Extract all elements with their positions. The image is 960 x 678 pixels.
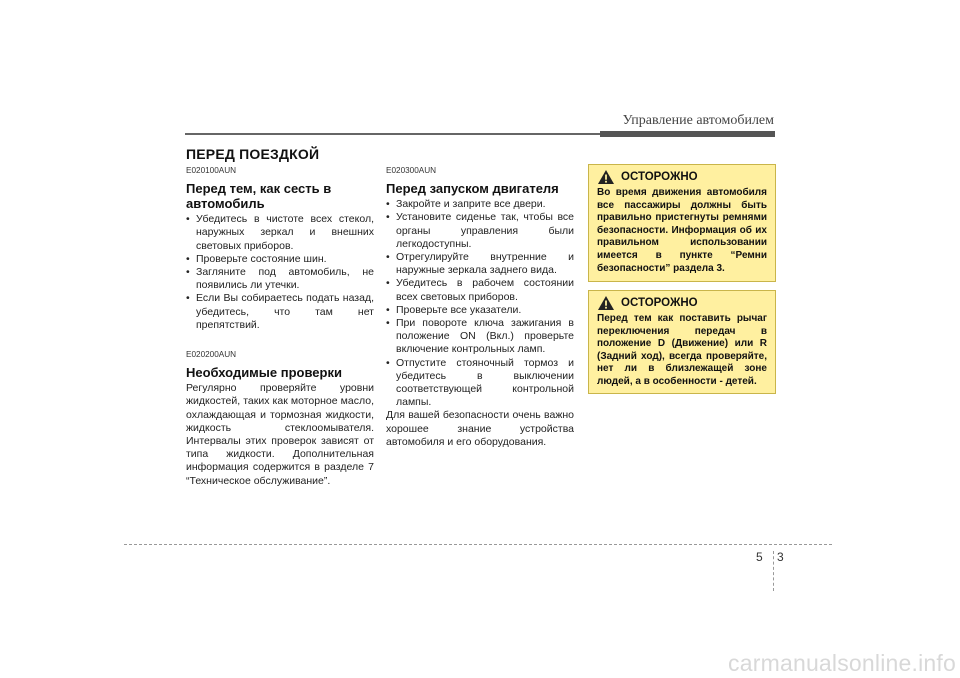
section-code: E020300AUN (386, 166, 437, 175)
middle-column (386, 164, 574, 449)
left-column (186, 164, 374, 488)
section-code: E020100AUN (186, 166, 237, 175)
header-rule-accent (600, 131, 775, 137)
warning-triangle-icon (597, 295, 615, 311)
bullet-icon: • (186, 252, 190, 265)
footer-rule (124, 544, 832, 545)
warning-box-gear-lever (588, 290, 776, 394)
list-item: • Убедитесь в рабочем состоянии всех световых приборов. (386, 277, 574, 303)
list-item: • Установите сиденье так, чтобы все органы управления были легкодоступны. (386, 211, 574, 250)
bullet-icon: • (386, 198, 390, 211)
bullet-icon: • (386, 211, 390, 224)
warning-text: Во время движения автомобиля все пассажиры должны быть правильно пристегнуты ремнями безопасности. Информация об их правильном использовании имеется в пункте “Ремни безопасности” раздела 3. (597, 187, 767, 274)
warning-title: ОСТОРОЖНО (621, 171, 698, 183)
list-item: • Проверьте все указатели. (386, 303, 522, 316)
subheading-before-starting-engine: Перед запуском двигателя (386, 181, 559, 197)
section-code: E020200AUN (186, 350, 237, 360)
warning-box-seatbelts (588, 164, 776, 282)
warning-triangle-icon (597, 169, 615, 185)
chapter-number: 5 (756, 550, 763, 564)
bullet-list-before-starting (386, 198, 574, 409)
footer-divider (773, 551, 774, 591)
list-item: • Загляните под автомобиль, не появились ли утечки. (186, 266, 374, 292)
list-item: • Если Вы собираетесь подать назад, убедитесь, что там нет препятствий. (186, 292, 374, 331)
bullet-icon: • (386, 317, 390, 330)
paragraph-necessary-checks: Регулярно проверяйте уровни жидкостей, таких как моторное масло, охлаждающая и тормозная жидкости, жидкость стеклоомывателя. Интервалы этих проверок зависят от типа жидкости. Дополнительная информация содержится в разделе 7 “Техническое обслуживание”. (186, 382, 374, 487)
section-title: ПЕРЕД ПОЕЗДКОЙ (186, 146, 320, 162)
list-item: • Отпустите стояночный тормоз и убедитесь в выключении соответствующей контрольной лампы. (386, 356, 574, 409)
list-item: • Проверьте состояние шин. (186, 252, 327, 265)
list-item: • Убедитесь в чистоте всех стекол, наружных зеркал и внешних световых приборов. (186, 213, 374, 252)
bullet-icon: • (186, 213, 190, 226)
warning-text: Перед тем как поставить рычаг переключения передач в положение D (Движение) или R (Задний ход), всегда проверяйте, нет ли в близлежащей зоне людей, а в особенности - детей. (597, 313, 767, 387)
subheading-before-entering: Перед тем, как сесть в автомобиль (186, 181, 332, 212)
warning-header (597, 169, 767, 185)
list-item: • Закройте и заприте все двери. (386, 198, 546, 211)
chapter-header-title: Управление автомобилем (622, 113, 774, 128)
list-item: • Отрегулируйте внутренние и наружные зеркала заднего вида. (386, 251, 574, 277)
bullet-icon: • (186, 266, 190, 279)
list-item: • При повороте ключа зажигания в положение ON (Вкл.) проверьте включение контрольных ламп. (386, 317, 574, 356)
subheading-necessary-checks: Необходимые проверки (186, 365, 342, 381)
warning-header (597, 295, 767, 311)
bullet-icon: • (186, 292, 190, 305)
watermark: carmanualsonline.info (728, 650, 956, 676)
bullet-list-before-entering (186, 213, 374, 332)
paragraph-safety-note: Для вашей безопасности очень важно хорошее знание устройства автомобиля и его оборудования. (386, 409, 574, 448)
page-number: 3 (777, 550, 784, 564)
warning-title: ОСТОРОЖНО (621, 297, 698, 309)
bullet-icon: • (386, 356, 390, 369)
bullet-icon: • (386, 251, 390, 264)
bullet-icon: • (386, 303, 390, 316)
bullet-icon: • (386, 277, 390, 290)
